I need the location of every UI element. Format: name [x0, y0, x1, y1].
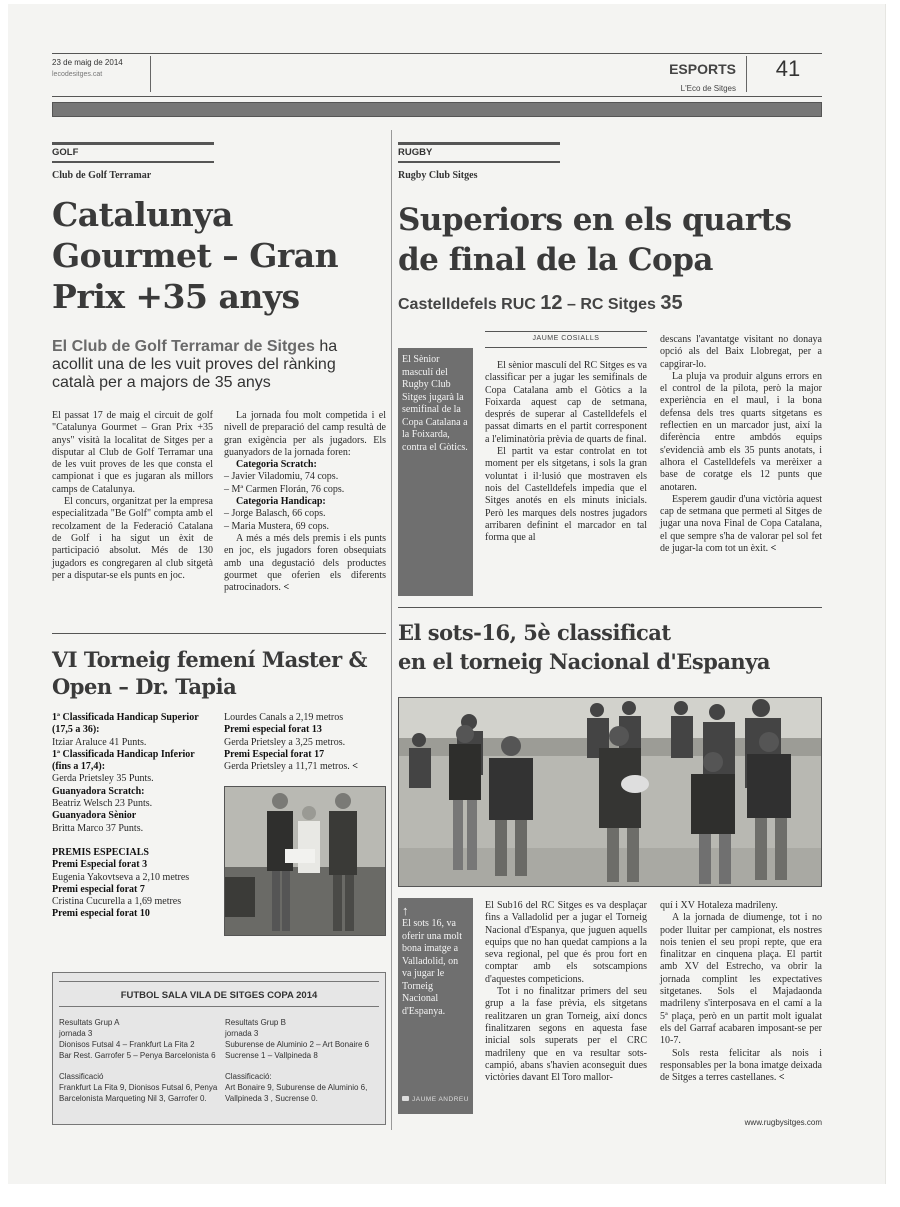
byline-rule: [485, 347, 647, 348]
rugby-players-image: [399, 698, 822, 887]
page-number: 41: [775, 56, 801, 81]
rugby-column-1: El sènior masculí del RC Sitges es va classificar per a jugar les semifinals de Copa Catalana amb el Gòtics a la Foixarda aquest cap de setmana, després de superar al Castelldefels el passat dimarts en el partit corresponent a l'eliminatòria prèvia de quarts de final. El partit va estar controlat en tot moment per els sitgetans, i sols la gran voluntat i il·lusió que mostraven els nois del Castelldefels impedia que el Sitges anotés en els minuts inicials. Però les marques dels nostres jugadors arribaren definint el marcador en tal forma que al: [485, 360, 647, 544]
sots16-column-1: El Sub16 del RC Sitges es va desplaçar fins a Valladolid per a jugar el Torneig Nacional d'Espanya, que juguen aquells equips que no han quedat campions a la seva regional, pel que és prou fort en comptar amb els sotscampions d'aquestes competicions. Tot i no finalitzar primers del seu grup a la fase prèvia, els sitgetans realitzaren un gran Torneig, així doncs finalitzaren segons en aquesta fase inicial sols superats per el CRC madrileny que en va resultar sots-campió, abans s'havien aconseguit dues victòries davant El Toro mallor-: [485, 900, 647, 1084]
section-tag-golf: GOLF: [52, 147, 79, 158]
rugby-column-2: descans l'avantatge visitant no donaya opció als del Baix Llobregat, per a capgirar-lo. La pluja va produir alguns errors en el control de la pilota, però la major experiència en el maul, i la bona defensa dels tres quarts sitgetans es reflectien en un marcador just, així la diferència entre ambdós equips s'evidencià amb els 35 punts anotats, i alhora el Castelldefels va merèixer a base de coratge els 12 punts que anotaren. Esperem gaudir d'una victòria aquest cap de setmana que permeti al Sitges de jugar una nova Final de Copa Catalana, el que sempre s'ha de valorar pel sol fet de jugar-la com tot un èxit. <: [660, 334, 822, 555]
photo-credit: JAUME ANDREU: [402, 1094, 469, 1107]
rugby-sidebar: El Sènior masculí del Rugby Club Sitges jugarà la semifinal de la Copa Catalana a la Foixarda, contra el Gòtics.: [398, 348, 473, 596]
section-separator: [398, 607, 822, 608]
group-b-results: Resultats Grup B jornada 3 Suburense de Aluminio 2 – Art Bonaire 6 Sucrense 1 – Vallpineda 8 Classificació: Art Bonaire 9, Suburense de Aluminio 6, Vallpineda 3 , Sucrense 0.: [225, 1018, 370, 1103]
tag-bar: [398, 142, 560, 145]
camera-icon: [402, 1096, 409, 1101]
section-name: ESPORTS: [669, 61, 736, 77]
golf-lead: El Club de Golf Terramar de Sitges ha acollit una de les vuit proves del rànking català per a majors de 35 anys: [52, 338, 338, 391]
header-bottom-rule: [52, 96, 822, 97]
publication-name: L'Eco de Sitges: [680, 84, 736, 93]
arrow-up-icon: ↑: [402, 903, 409, 918]
header-divider: [746, 56, 747, 92]
futbol-sala-box: [52, 972, 386, 1125]
tag-bar: [52, 142, 214, 145]
section-tag-rugby: RUGBY: [398, 147, 433, 158]
golf-award-photo: [224, 786, 386, 936]
club-name: Club de Golf Terramar: [52, 170, 152, 181]
section-separator: [52, 633, 386, 634]
golf-column-1: El passat 17 de maig el circuit de golf "Catalunya Gourmet – Gran Prix +35 anys" visità la localitat de Sitges per a disputar al Club de Golf Terramar una de les vuit proves de les que consta el campionat i que es jugaran als millors camps de Catalunya. El concurs, organitzat per la empresa especialitzada "Be Golf" compta amb el recolzament de la Federació Catalana de Golf i ha sigut un èxit de participació absolut. Més de 130 jugadors es congregaren al club sitgetà per a disputar-se els punts en joc.: [52, 410, 213, 581]
group-a-results: Resultats Grup A jornada 3 Dionisos Futsal 4 – Frankfurt La Fita 2 Bar Rest. Garrofer 5 – Penya Barcelonista 6 Classificació Frankfurt La Fita 9, Dionisos Futsal 6, Penya Barcelonista Marqueting Nil 3, Garrofer 0.: [59, 1018, 218, 1103]
match-score: Castelldefels RUC 12 – RC Sitges 35: [398, 292, 683, 314]
column-divider: [391, 130, 392, 1130]
tag-rule: [52, 161, 214, 163]
golf-column-2: La jornada fou molt competida i el nivell de preparació del camp resultà de gran exigència per als jugadors. Els guanyadors de la jornada foren: Categoria Scratch: – Javier Viladomiu, 74 cops. – Mª Carmen Florán, 76 cops. Categoria Handicap: – Jorge Balasch, 66 cops. – Maria Mustera, 69 cops. A més a més dels premis i els punts en joc, els jugadors foren obsequiats amb una degustació dels productes gourmet que oferien els diferents patrocinadors. <: [224, 410, 386, 594]
golf-headline: Catalunya Gourmet – Gran Prix +35 anys: [52, 195, 339, 316]
club-name: Rugby Club Sitges: [398, 170, 478, 181]
sots16-headline: El sots-16, 5è classificat en el torneig Nacional d'Espanya: [398, 620, 771, 674]
issue-date: 23 de maig de 2014: [52, 58, 123, 67]
torneig-results-right: Lourdes Canals a 2,19 metros Premi especial forat 13 Gerda Prietsley a 3,25 metros. Premi Especial forat 17 Gerda Prietsley a 11,71 metros. <: [224, 712, 358, 773]
box-rule: [59, 1006, 379, 1007]
rugby-match-photo: [398, 697, 822, 887]
rugby-website[interactable]: www.rugbysitges.com: [744, 1118, 822, 1127]
byline: JAUME COSIALLS: [532, 335, 600, 342]
torneig-headline: VI Torneig femení Master & Open – Dr. Tapia: [52, 647, 367, 699]
rugby-headline: Superiors en els quarts de final de la Copa: [398, 202, 792, 278]
box-rule: [59, 981, 379, 982]
sots16-column-2: quí i XV Hotaleza madrileny. A la jornada de diumenge, tot i no poder lluitar per campionat, els nostres nois tenien el seu propi repte, que era finalitzar en cinquena plaça. El partit amb XV del Estrecho, va obrir la jornada complint les expectatives sitgetanes. Sols el Majadaonda madrileny s'interposava en el camí a la 5ª plaça, però en un partit molt igualat els del Garraf acabaren imposant-se per 10-7. Sols resta felicitar als nois i responsables per la bona imatge deixada de Sitges a terres castellanes. <: [660, 900, 822, 1084]
award-ceremony-image: [225, 787, 386, 936]
grey-banner: [52, 102, 822, 117]
torneig-results-left: 1ª Classificada Handicap Superior (17,5 a 36): Itziar Araluce 41 Punts. 1ª Classificada Handicap Inferior (fins a 17,4): Gerda Prietsley 35 Punts. Guanyadora Scratch: Beatriz Welsch 23 Punts. Guanyadora Sènior Britta Marco 37 Punts. PREMIS ESPECIALS Premi Especial forat 3 Eugenia Yakovtseva a 2,10 metres Premi especial forat 7 Cristina Cucurella a 1,69 metres Premi especial forat 10: [52, 712, 199, 920]
sots16-sidebar: ↑ El sots 16, va oferir una molt bona imatge a Valladolid, on va jugar le Torneig Nacional d'Espanya. JAUME ANDREU: [398, 898, 473, 1114]
futbol-title: FUTBOL SALA VILA DE SITGES COPA 2014: [120, 990, 318, 1001]
website-url: lecodesitges.cat: [52, 71, 103, 78]
header-divider: [150, 56, 151, 92]
tag-rule: [398, 161, 560, 163]
byline-rule: [485, 331, 647, 332]
header-top-rule: [52, 53, 822, 54]
